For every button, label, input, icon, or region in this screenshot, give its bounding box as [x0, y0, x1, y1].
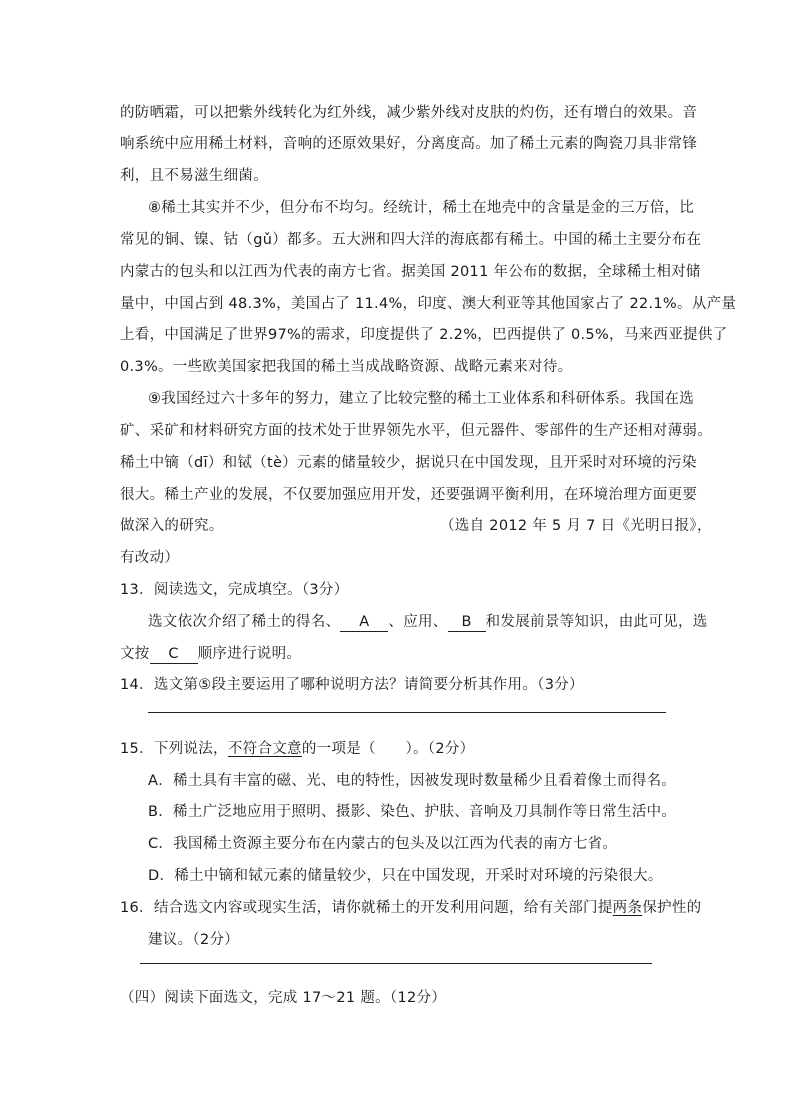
q15-stem: [120, 739, 474, 759]
q16-line-1: [120, 898, 701, 918]
passage-source: （选自 2012 年 5 月 7 日《光明日报》，: [440, 518, 712, 534]
q15-option-d[interactable]: D．稀土中镝和铽元素的储量较少，只在中国发现，开采时对环境的污染很大。: [148, 868, 663, 884]
passage-line: 很大。稀土产业的发展，不仅要加强应用开发，还要强调平衡利用，在环境治理方面更要: [120, 487, 698, 503]
passage-line: 常见的铜、镍、钴（gǔ）都多。五大洲和四大洋的海底都有稀土。中国的稀土主要分布在: [120, 232, 702, 248]
passage-line: 0.3%。一些欧美国家把我国的稀土当成战略资源、战略元素来对待。: [120, 359, 573, 375]
passage-last-line: 做深入的研究。: [120, 518, 224, 534]
passage-paragraph-8: ⑧稀土其实并不少，但分布不均匀。经统计，稀土在地壳中的含量是金的三万倍，比: [148, 200, 695, 216]
q13-stem: 13．阅读选文，完成填空。（3分）: [120, 582, 349, 598]
q16-underlined: 两条: [612, 900, 643, 916]
passage-source-cont: 有改动）: [120, 550, 180, 566]
q13-text: 顺序进行说明。: [197, 646, 302, 662]
q15-underlined: 不符合文意: [227, 741, 302, 757]
q16-text: 16．结合选文内容或现实生活，请你就稀土的开发利用问题，给有关部门提: [120, 900, 613, 916]
section-4-title: （四）阅读下面选文，完成 17～21 题。（12分）: [120, 990, 447, 1006]
passage-line: 响系统中应用稀土材料，音响的还原效果好，分离度高。加了稀土元素的陶瓷刀具非常锋: [120, 136, 698, 152]
passage-line: 的防晒霜，可以把紫外线转化为红外线，减少紫外线对皮肤的灼伤，还有增白的效果。音: [120, 105, 698, 121]
q16-line-2: 建议。（2分）: [148, 932, 240, 948]
q14-answer-line[interactable]: [148, 712, 666, 713]
passage-line: 稀土中镝（dī）和铽（tè）元素的储量较少，据说只在中国发现，且开采时对环境的污染: [120, 455, 697, 471]
passage-line: 量中，中国占到 48.3%，美国占了 11.4%，印度、澳大利亚等其他国家占了 22.1%。从产量: [120, 296, 737, 312]
q15-option-a[interactable]: A．稀土具有丰富的磁、光、电的特性，因被发现时数量稀少且看着像土而得名。: [148, 773, 677, 789]
q13-text: 选文依次介绍了稀土的得名、: [148, 614, 341, 630]
q13-line-2: [120, 644, 301, 664]
q15-text: 的一项是（ ）。（2分）: [301, 741, 475, 757]
passage-line: 内蒙古的包头和以江西为代表的南方七省。据美国 2011 年公布的数据，全球稀土相对储: [120, 264, 701, 280]
q13-line-1: [148, 612, 708, 632]
q13-text: 文按: [120, 646, 150, 662]
passage-line: 矿、采矿和材料研究方面的技术处于世界领先水平，但元器件、零部件的生产还相对薄弱。: [120, 423, 712, 439]
passage-line: 上看，中国满足了世界97%的需求，印度提供了 2.2%，巴西提供了 0.5%，马来西亚提供了: [120, 327, 728, 343]
q14-stem: 14．选文第⑤段主要运用了哪种说明方法？请简要分析其作用。（3分）: [120, 677, 584, 693]
q13-text: 、应用、: [388, 614, 448, 630]
q13-blank-a[interactable]: A: [340, 613, 388, 632]
passage-line: 利，且不易滋生细菌。: [120, 168, 268, 184]
q15-option-b[interactable]: B．稀土广泛地应用于照明、摄影、染色、护肤、音响及刀具制作等日常生活中。: [148, 804, 677, 820]
q13-blank-c[interactable]: C: [150, 645, 198, 664]
q16-text: 保护性的: [642, 900, 702, 916]
passage-paragraph-9: ⑨我国经过六十多年的努力，建立了比较完整的稀土工业体系和科研体系。我国在选: [148, 391, 695, 407]
q13-blank-b[interactable]: B: [448, 613, 486, 632]
q16-answer-line[interactable]: [140, 963, 652, 964]
q13-text: 和发展前景等知识，由此可见，选: [485, 614, 708, 630]
q15-text: 15．下列说法，: [120, 741, 228, 757]
q15-option-c[interactable]: C．我国稀土资源主要分布在内蒙古的包头及以江西为代表的南方七省。: [148, 836, 618, 852]
